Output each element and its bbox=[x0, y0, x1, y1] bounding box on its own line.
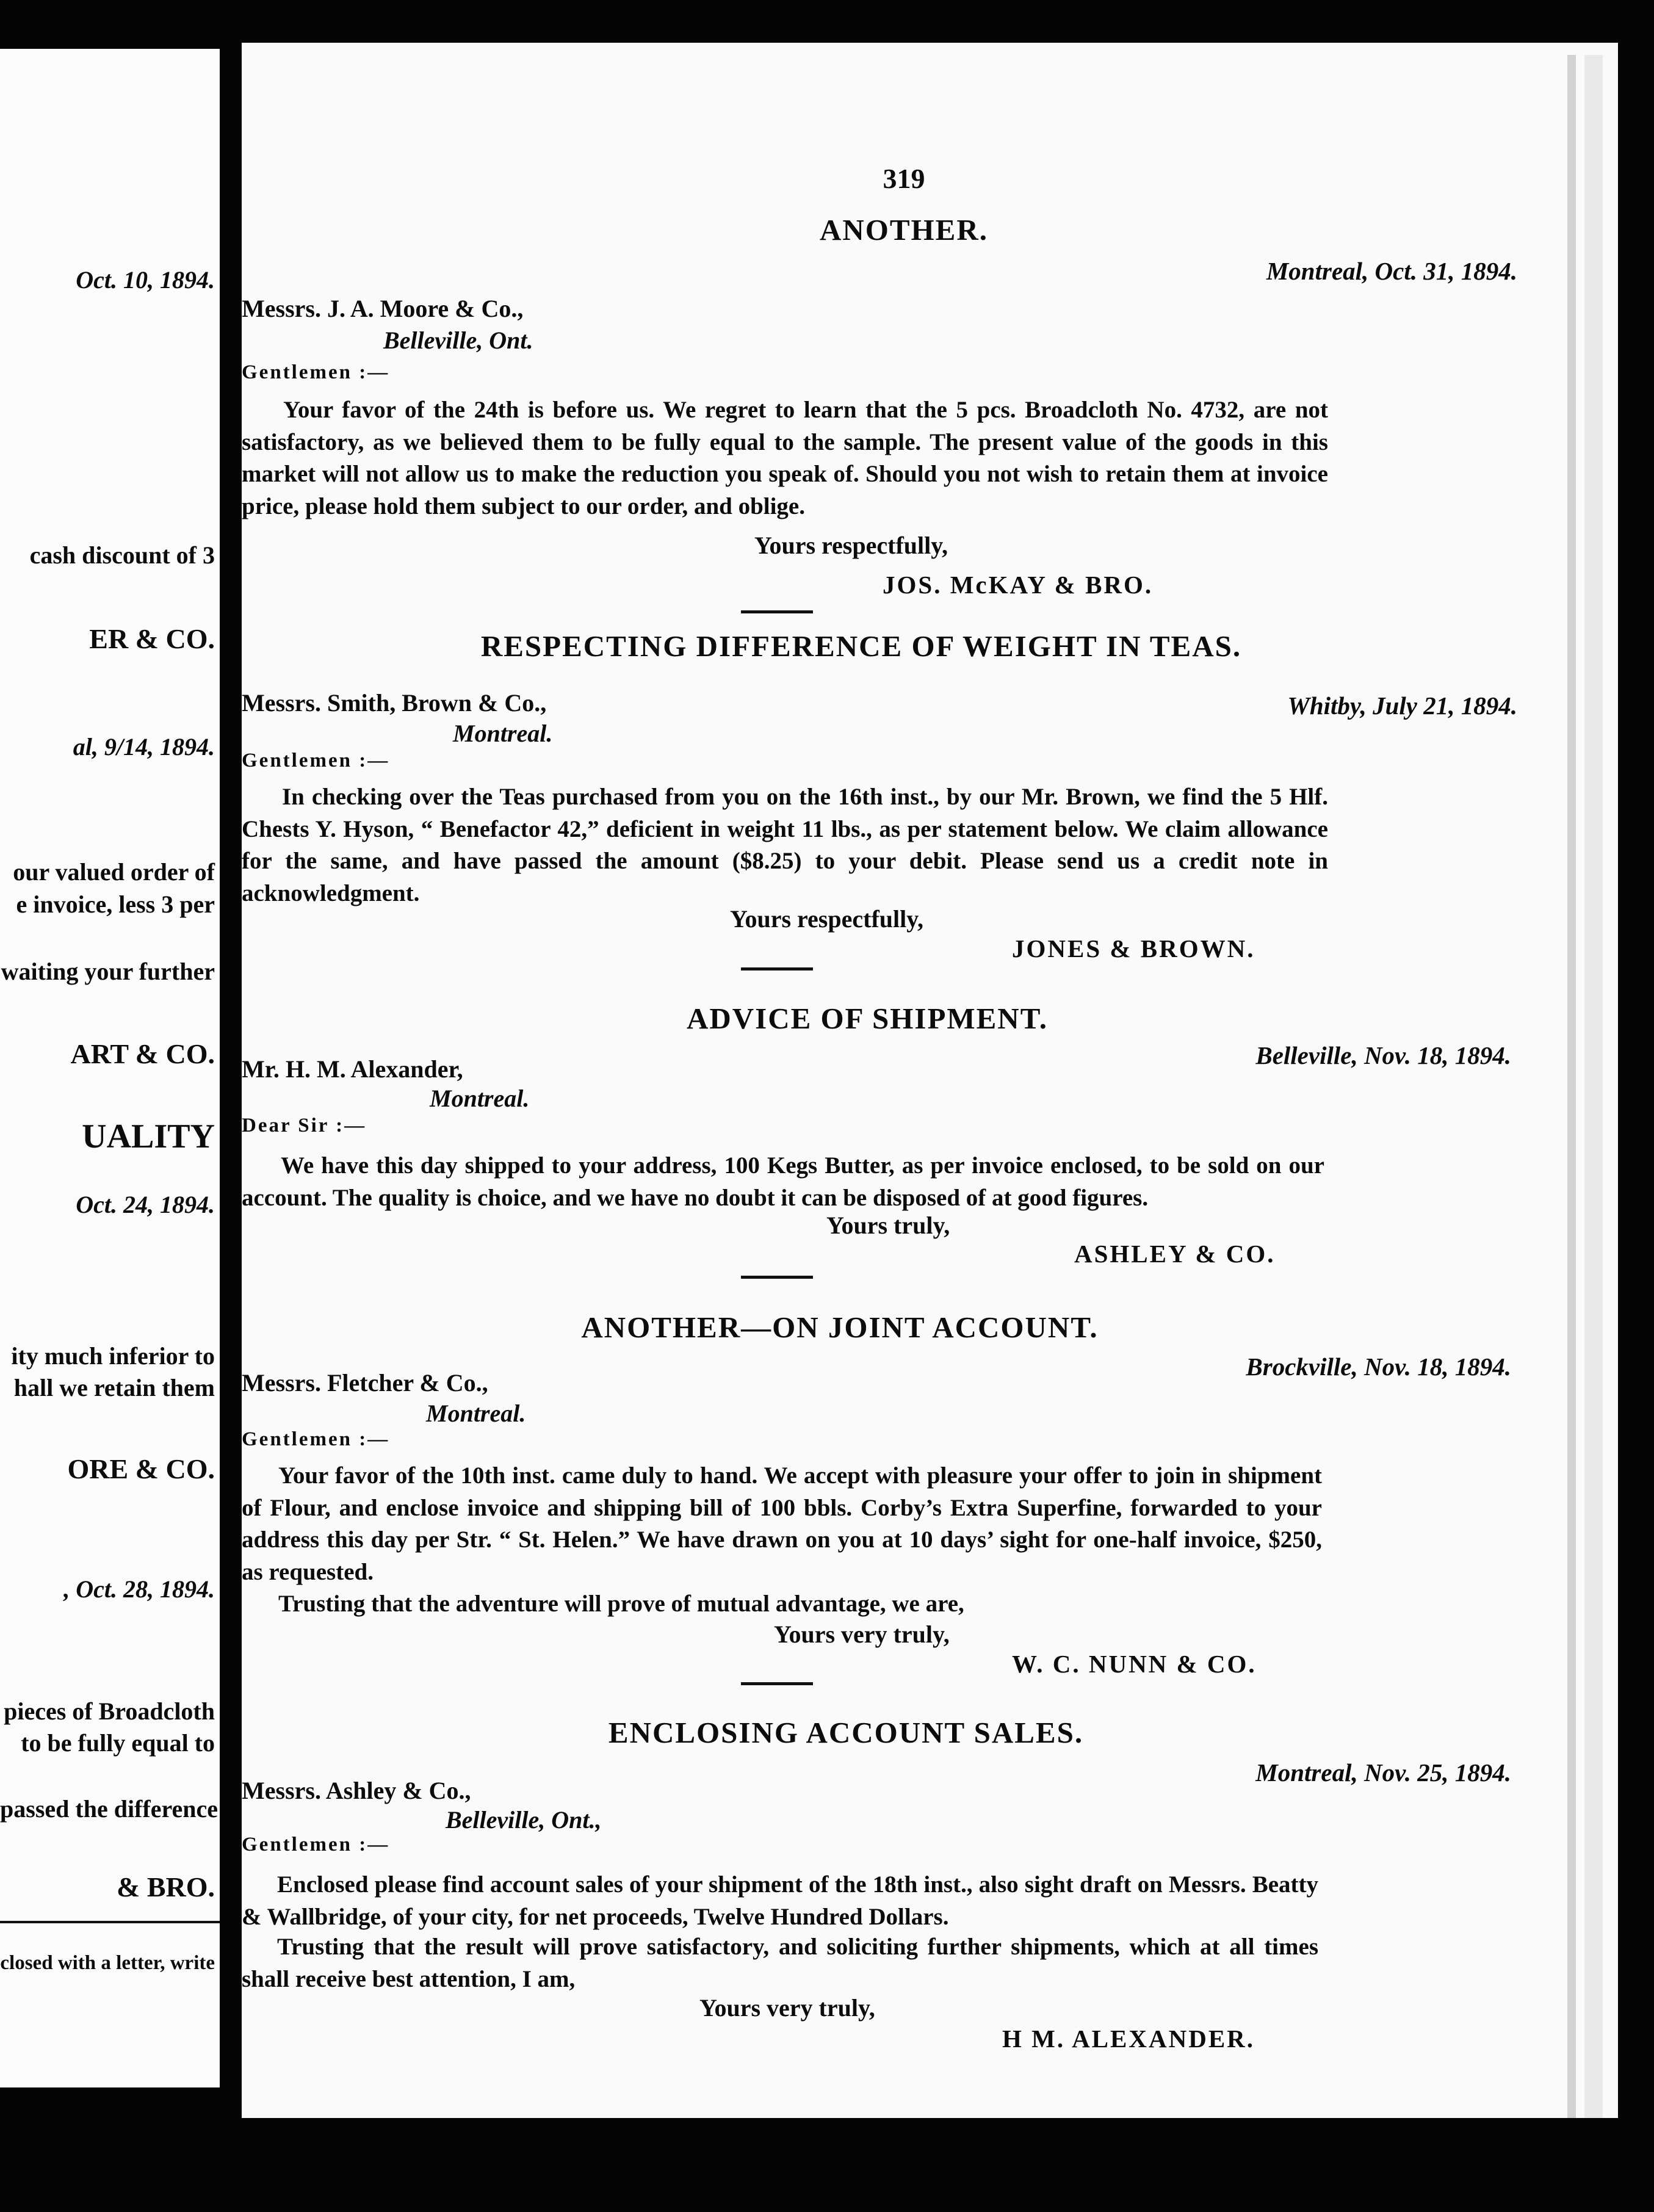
letter-address-line: Montreal. bbox=[430, 1085, 530, 1112]
letter-signature: H M. ALEXANDER. bbox=[1002, 2025, 1255, 2053]
letter-paragraph: In checking over the Teas purchased from you on the 16th inst., by our Mr. Brown, we find the 5 Hlf. Chests Y. Hyson, “ Benefactor 42,” deficient in weight 11 lbs., as per statement below. We claim allowance for the same, and have passed the amount ($8.25) to your debit. Please send us a credit note in acknowledgment. bbox=[242, 784, 1328, 906]
letter-date: Whitby, July 21, 1894. bbox=[1287, 692, 1517, 720]
section-divider bbox=[741, 967, 813, 970]
left-fragment: ORE & CO. bbox=[67, 1453, 215, 1484]
left-fragment: Oct. 10, 1894. bbox=[76, 266, 215, 294]
page-edge bbox=[1584, 55, 1603, 2118]
letter-closing: Yours respectfully, bbox=[754, 532, 948, 559]
letter-signature: ASHLEY & CO. bbox=[1074, 1240, 1276, 1268]
letter-paragraph: Trusting that the adventure will prove of mutual advantage, we are, bbox=[278, 1591, 964, 1617]
letter-signature: JONES & BROWN. bbox=[1012, 934, 1255, 963]
left-fragment: al, 9/14, 1894. bbox=[73, 733, 215, 761]
letter-address-line: Belleville, Ont., bbox=[446, 1806, 602, 1834]
left-fragment: , Oct. 28, 1894. bbox=[63, 1575, 215, 1603]
left-fragment: ER & CO. bbox=[89, 623, 215, 654]
left-fragment: UALITY bbox=[82, 1118, 215, 1155]
letter-addressee: Messrs. Ashley & Co., bbox=[242, 1777, 471, 1804]
letter-addressee: Messrs. J. A. Moore & Co., bbox=[242, 295, 524, 322]
left-fragment: e invoice, less 3 per bbox=[16, 891, 215, 918]
letter-date: Brockville, Nov. 18, 1894. bbox=[1246, 1353, 1511, 1381]
letter-paragraph: Trusting that the result will prove satisfactory, and soliciting further shipments, which at all times shall receive best attention, I am, bbox=[242, 1934, 1318, 1992]
letter-closing: Yours very truly, bbox=[774, 1621, 950, 1648]
letter-paragraph: Enclosed please find account sales of your shipment of the 18th inst., also sight draft on Messrs. Beatty & Wallbridge, of your city, for net proceeds, Twelve Hundred Dollars. bbox=[242, 1871, 1318, 1930]
letter-heading: ADVICE OF SHIPMENT. bbox=[686, 1002, 1048, 1035]
letter-closing: Yours very truly, bbox=[699, 1994, 875, 2022]
left-fragment: our valued order of bbox=[13, 858, 215, 886]
section-divider bbox=[741, 1276, 813, 1279]
left-fragment: ART & CO. bbox=[70, 1038, 215, 1069]
letter-heading: ENCLOSING ACCOUNT SALES. bbox=[608, 1716, 1084, 1749]
section-divider bbox=[741, 1682, 813, 1685]
letter-address-line: Montreal. bbox=[426, 1400, 526, 1427]
letter-date: Montreal, Oct. 31, 1894. bbox=[1266, 257, 1517, 285]
letter-addressee: Mr. H. M. Alexander, bbox=[242, 1055, 463, 1083]
letter-signature: JOS. McKAY & BRO. bbox=[883, 571, 1154, 599]
letter-addressee: Messrs. Fletcher & Co., bbox=[242, 1369, 488, 1397]
page-number: 319 bbox=[883, 163, 925, 194]
left-fragment: ity much inferior to bbox=[11, 1342, 215, 1370]
left-fragment: waiting your further bbox=[1, 958, 215, 985]
left-footnote-rule bbox=[0, 1921, 220, 1923]
letter-closing: Yours truly, bbox=[826, 1212, 950, 1239]
left-fragment: cash discount of 3 bbox=[29, 541, 215, 569]
letter-salutation: Gentlemen :— bbox=[242, 750, 390, 772]
scan-border bbox=[242, 2119, 1618, 2212]
letter-address-line: Belleville, Ont. bbox=[383, 327, 533, 354]
letter-salutation: Gentlemen :— bbox=[242, 1428, 390, 1450]
book-gutter bbox=[220, 0, 242, 2212]
left-fragment: passed the difference bbox=[0, 1795, 218, 1823]
left-fragment: hall we retain them bbox=[13, 1374, 215, 1401]
letter-heading: ANOTHER—ON JOINT ACCOUNT. bbox=[581, 1310, 1099, 1344]
page-edge bbox=[1567, 55, 1576, 2118]
left-fragment: closed with a letter, write bbox=[0, 1952, 215, 1974]
letter-paragraph: Your favor of the 24th is before us. We regret to learn that the 5 pcs. Broadcloth No. 4732, are not satisfactory, as we believed them to be fully equal to the sample. The present value of the goods in this market will not allow us to make the reduction you speak of. Should you not wish to retain them at invoice price, please hold them subject to our order, and oblige. bbox=[242, 397, 1328, 519]
letter-date: Belleville, Nov. 18, 1894. bbox=[1255, 1041, 1511, 1069]
right-page bbox=[242, 43, 1618, 2118]
letter-address-line: Montreal. bbox=[453, 720, 553, 747]
section-divider bbox=[741, 610, 813, 613]
left-fragment: & BRO. bbox=[117, 1871, 215, 1903]
letter-salutation: Gentlemen :— bbox=[242, 1834, 390, 1856]
letter-closing: Yours respectfully, bbox=[730, 905, 924, 933]
letter-paragraph: We have this day shipped to your address, 100 Kegs Butter, as per invoice enclosed, to be sold on our account. The quality is choice, and we have no doubt it can be disposed of at good figures. bbox=[242, 1152, 1324, 1211]
letter-paragraph: Your favor of the 10th inst. came duly to hand. We accept with pleasure your offer to join in shipment of Flour, and enclose invoice and shipping bill of 100 bbls. Corby’s Extra Superfine, forwarded to your address this day per Str. “ St. Helen.” We have drawn on you at 10 days’ sight for one-half invoice, $250, as requested. bbox=[242, 1462, 1322, 1585]
letter-addressee: Messrs. Smith, Brown & Co., bbox=[242, 689, 547, 717]
letter-date: Montreal, Nov. 25, 1894. bbox=[1255, 1758, 1511, 1787]
letter-salutation: Dear Sir :— bbox=[242, 1115, 367, 1137]
left-fragment: pieces of Broadcloth bbox=[4, 1697, 215, 1725]
letter-heading: ANOTHER. bbox=[819, 213, 988, 247]
left-fragment: Oct. 24, 1894. bbox=[76, 1191, 215, 1218]
letter-heading: RESPECTING DIFFERENCE OF WEIGHT IN TEAS. bbox=[480, 629, 1242, 663]
left-fragment: to be fully equal to bbox=[21, 1729, 215, 1757]
left-page-fragment bbox=[0, 49, 220, 2087]
letter-salutation: Gentlemen :— bbox=[242, 361, 390, 383]
letter-signature: W. C. NUNN & CO. bbox=[1012, 1650, 1257, 1678]
